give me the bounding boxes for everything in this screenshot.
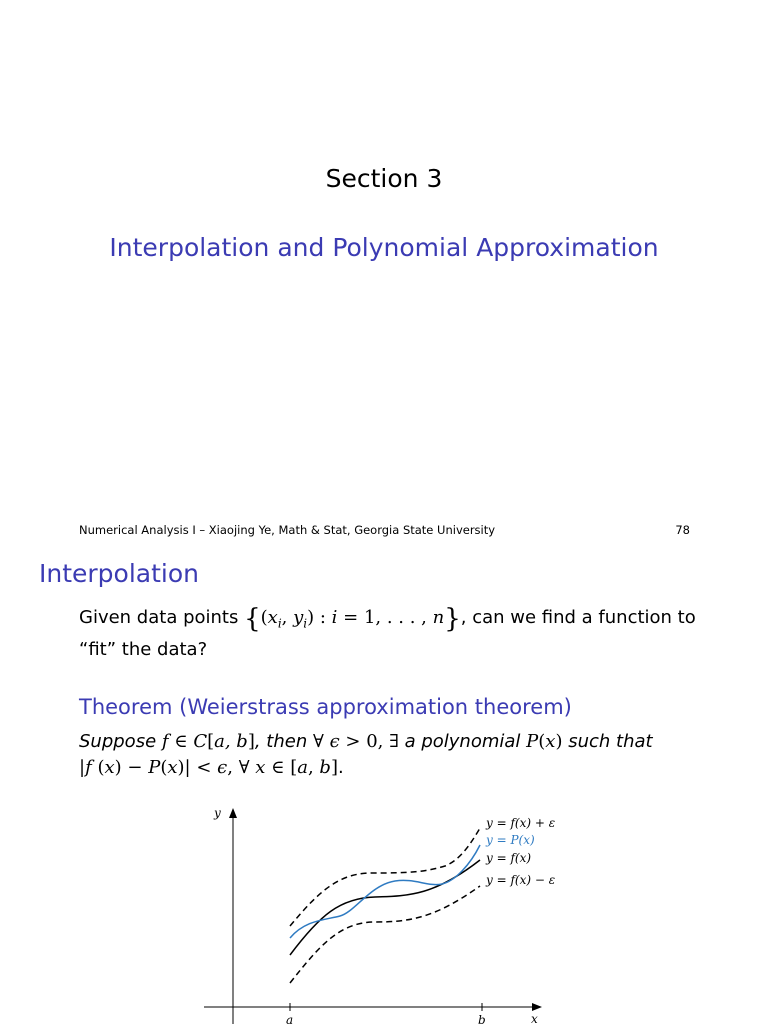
epsilon-formula: ∀ ϵ > 0, ∃ — [312, 731, 399, 752]
legend-poly: y = P(x) — [486, 833, 535, 847]
upper-bound-curve — [290, 828, 480, 926]
data-set-formula: {($x_i$, $y_i$) : i = 1, . . . , n} — [244, 604, 461, 634]
legend-f: y = f(x) — [486, 851, 532, 865]
para-suffix: , can we find a function to “fit” the data? — [79, 607, 696, 660]
theorem-statement — [79, 729, 699, 781]
theorem-mid3: such that — [562, 731, 653, 752]
tick-a-label: a — [286, 1013, 294, 1024]
lower-bound-curve — [290, 886, 480, 983]
para-prefix: Given data points — [79, 607, 245, 628]
inequality-formula: |f (x) − P(x)| < ϵ, ∀ x ∈ [a, b] — [79, 757, 338, 778]
x-axis-label: x — [531, 1012, 538, 1024]
f-curve — [290, 860, 480, 955]
theorem-pre: Suppose — [79, 731, 162, 752]
slide-title: Interpolation — [39, 559, 199, 588]
theorem-mid1: , then — [254, 731, 313, 752]
x-axis-arrow — [532, 1003, 542, 1011]
theorem-end: . — [337, 757, 344, 778]
legend-lower: y = f(x) − ε — [486, 873, 556, 887]
theorem-mid2: a polynomial — [398, 731, 527, 752]
theorem-title: Theorem (Weierstrass approximation theorem) — [79, 695, 572, 719]
footer-course-info: Numerical Analysis I – Xiaojing Ye, Math & Stat, Georgia State University — [79, 523, 496, 537]
section-title: Interpolation and Polynomial Approximation — [109, 233, 659, 262]
tick-b-label: b — [478, 1013, 486, 1024]
section-number: Section 3 — [325, 164, 443, 193]
polynomial-curve — [290, 845, 480, 938]
membership-formula: f ∈ C[a, b] — [161, 731, 255, 752]
page-number: 78 — [675, 523, 690, 537]
polynomial-symbol: P(x) — [526, 731, 563, 752]
y-axis-arrow — [229, 808, 237, 818]
intro-paragraph — [79, 605, 699, 663]
y-axis-label: y — [214, 806, 221, 820]
approximation-figure — [190, 800, 580, 1024]
legend-upper: y = f(x) + ε — [486, 816, 556, 830]
